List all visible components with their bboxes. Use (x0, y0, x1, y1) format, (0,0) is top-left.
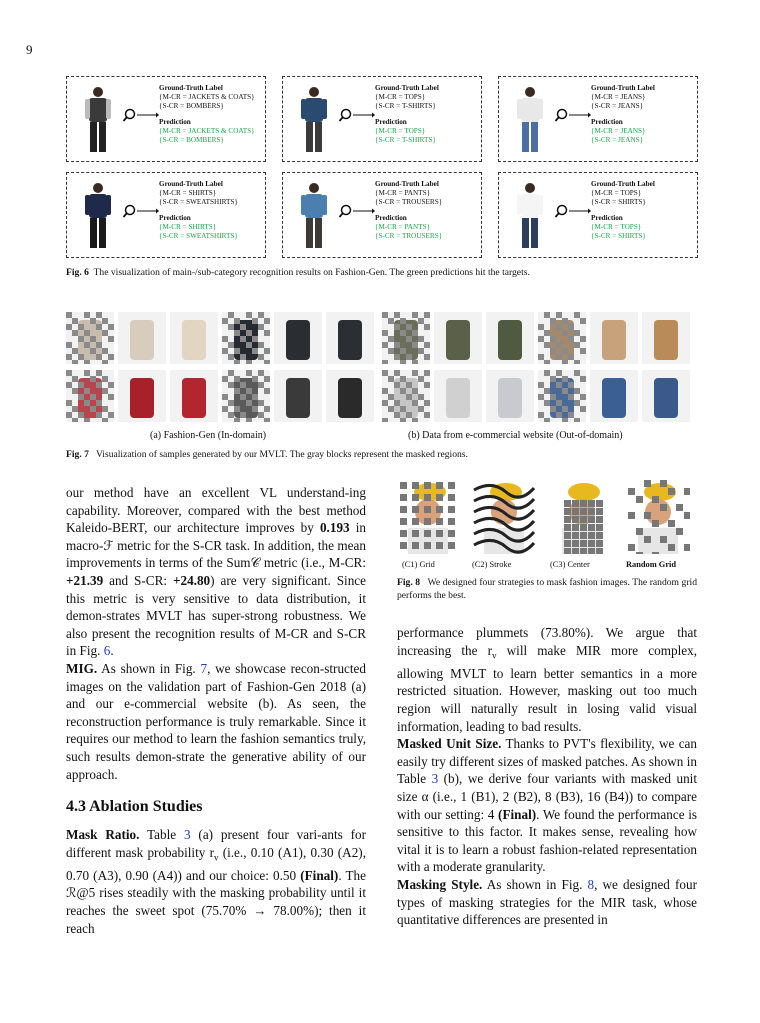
left-column-bottom (66, 826, 366, 937)
fig6-labels: Ground-Truth Label {M-CR = SHIRTS} {S-CR = SWEATSHIRTS} Prediction {M-CR = SHIRTS} {S-CR = SWEATSHIRTS} (159, 180, 238, 240)
figure-7-caption-text: Visualization of samples generated by our MVLT. The gray blocks represent the masked regions. (95, 449, 468, 460)
fig6-labels: Ground-Truth Label {M-CR = TOPS} {S-CR = T-SHIRTS} Prediction {M-CR = TOPS} {S-CR = T-SHIRTS} (375, 84, 439, 144)
figure-6-caption-label: Fig. 6 (66, 267, 89, 278)
paragraph-mig: MIG. As shown in Fig. 7, we showcase recon-structed images on the validation part of Fashion-Gen 2018 (a) and our e-commercial website (b). As seen, the reconstruction performance is truly remarkable. Since it requires our method to learn the fashion semantics truly, such results demon-strate the generative ability of our approach. (66, 660, 367, 782)
figure-8-label-grid: (C1) Grid (402, 560, 435, 569)
fig7-sample-image (434, 312, 482, 364)
figure-8-label-random-grid: Random Grid (626, 560, 677, 569)
fig7-sample-image (326, 370, 374, 422)
link-table-3-a[interactable]: 3 (183, 827, 191, 842)
fig7-sample-image (642, 370, 690, 422)
fig6-panel (282, 172, 482, 258)
page-number: 9 (26, 42, 33, 57)
fig7-sample-image (382, 312, 430, 364)
paragraph-mask-ratio: Mask Ratio. Table 3 (a) present four vari-ants for different mask probability $r_v$ (i.e., 0.10 (A1), 0.30 (A2), 0.70 (A3), 0.90 (A4)) and our choice: 0.50 (Final). The ℛ@5 rises steadily with the masking probability until it reaches the sweet spot (75.70% → 78.00%); then it reach (66, 827, 367, 936)
mask-stroke-icon (472, 478, 536, 554)
fig7-sample-image (382, 370, 430, 422)
fig7-sample-image (538, 312, 586, 364)
figure-7-sub-a: (a) Fashion-Gen (In-domain) (150, 430, 267, 441)
mask-center-icon (550, 478, 614, 554)
fig7-sample-image (538, 370, 586, 422)
model-photo-icon (81, 85, 115, 155)
link-fig-8[interactable]: 8 (587, 876, 595, 892)
figure-8-caption-text: We designed four strategies to mask fashion images. The random grid performs the best. (397, 577, 698, 601)
magnifier-arrow-icon (339, 107, 375, 123)
model-photo-icon (513, 85, 547, 155)
right-column (397, 624, 697, 929)
fig6-panel (498, 76, 698, 162)
fig6-panel (66, 172, 266, 258)
fig7-sample-image (486, 312, 534, 364)
fig7-sample-image (434, 370, 482, 422)
paragraph-masked-unit: Masked Unit Size. Thanks to PVT's flexibility, we can easily try different sizes of masked patches. As shown in Table 3 (b), we derive four variants with masked unit size α (i.e., 1 (B1), 2 (B2), 8 (B3), 16 (B4)) to compare with our setting: 4 (Final). We found the performance is sensitive to this factor. It makes sense, revealing how vital it is to learn a robust fashion-related representation with a moderate granularity. (397, 736, 697, 875)
figure-8-caption (397, 576, 697, 602)
magnifier-arrow-icon (123, 107, 159, 123)
magnifier-arrow-icon (339, 203, 375, 219)
fig7-sample-image (118, 312, 166, 364)
figure-8 (392, 478, 692, 562)
figure-6-caption-text: The visualization of main-/sub-category recognition results on Fashion-Gen. The green predictions hit the targets. (93, 267, 530, 278)
model-photo-icon (81, 181, 115, 251)
fig7-sample-image (66, 312, 114, 364)
figure-8-label-center: (C3) Center (550, 560, 590, 569)
fig7-sample-image (486, 370, 534, 422)
fig7-sample-image (274, 370, 322, 422)
figure-7-caption (66, 448, 706, 461)
link-fig-7[interactable]: 7 (200, 660, 208, 676)
paragraph-results: our method have an excellent VL understand-ing capability. Moreover, compared with the best method Kaleido-BERT, our architecture improves by 0.193 in macro-ℱ metric for the S-CR task. In addition, the mean improvements in terms of the Sum𝒞 metric (i.e., M-CR: +21.39 and S-CR: +24.80) are very significant. Since this metric is very sensitive to data distribution, it demon-strates MVLT has super-strong robustness. We also present the recognition results of M-CR and S-CR in Fig. 6. (66, 485, 367, 659)
figure-8-caption-label: Fig. 8 (397, 577, 421, 588)
paragraph-masking-style: Masking Style. As shown in Fig. 8, we designed four types of masking strategies for the MIR task, whose quantitative differences are presented in (397, 876, 697, 928)
fig7-sample-image (66, 370, 114, 422)
fig6-labels: Ground-Truth Label {M-CR = JACKETS & COATS} {S-CR = BOMBERS} Prediction {M-CR = JACKETS & COATS} {S-CR = BOMBERS} (159, 84, 255, 144)
figure-7-sub-b: (b) Data from e-commercial website (Out-of-domain) (408, 430, 623, 441)
fig7-sample-image (642, 312, 690, 364)
fig7-sample-image (222, 312, 270, 364)
fig6-panel (66, 76, 266, 162)
fig6-panel (498, 172, 698, 258)
fig7-sample-image (170, 370, 218, 422)
figure-7-caption-label: Fig. 7 (66, 449, 89, 460)
section-title-ablation: 4.3 Ablation Studies (66, 798, 203, 815)
fig7-sample-image (590, 370, 638, 422)
fig7-sample-image (590, 312, 638, 364)
paragraph-mask-ratio-cont: performance plummets (73.80%). We argue that increasing the $r_v$ will make MIR more complex, allowing MVLT to learn better semantics in a more restricted situation. However, masking out too much region will naturally result in losing valid visual information, leading to bad results. (397, 625, 697, 734)
figure-6 (66, 76, 698, 258)
figure-6-caption (66, 266, 706, 279)
fig7-sample-image (118, 370, 166, 422)
fig7-sample-image (326, 312, 374, 364)
fig6-labels: Ground-Truth Label {M-CR = PANTS} {S-CR = TROUSERS} Prediction {M-CR = PANTS} {S-CR = TROUSERS} (375, 180, 443, 240)
magnifier-arrow-icon (555, 203, 591, 219)
link-table-3-b[interactable]: 3 (431, 771, 439, 787)
fig6-panel (282, 76, 482, 162)
fig7-sample-image (170, 312, 218, 364)
fig6-labels: Ground-Truth Label {M-CR = TOPS} {S-CR = SHIRTS} Prediction {M-CR = TOPS} {S-CR = SHIRTS} (591, 180, 655, 240)
magnifier-arrow-icon (123, 203, 159, 219)
figure-7 (66, 312, 698, 430)
mask-grid-icon (396, 478, 460, 554)
left-column-top (66, 484, 366, 783)
model-photo-icon (297, 85, 331, 155)
fig6-labels: Ground-Truth Label {M-CR = JEANS} {S-CR = JEANS} Prediction {M-CR = JEANS} {S-CR = JEANS} (591, 84, 655, 144)
mask-random-grid-icon (626, 478, 690, 554)
link-fig-6[interactable]: 6 (103, 643, 111, 659)
figure-8-label-stroke: (C2) Stroke (472, 560, 512, 569)
magnifier-arrow-icon (555, 107, 591, 123)
fig7-sample-image (274, 312, 322, 364)
model-photo-icon (513, 181, 547, 251)
fig7-sample-image (222, 370, 270, 422)
model-photo-icon (297, 181, 331, 251)
